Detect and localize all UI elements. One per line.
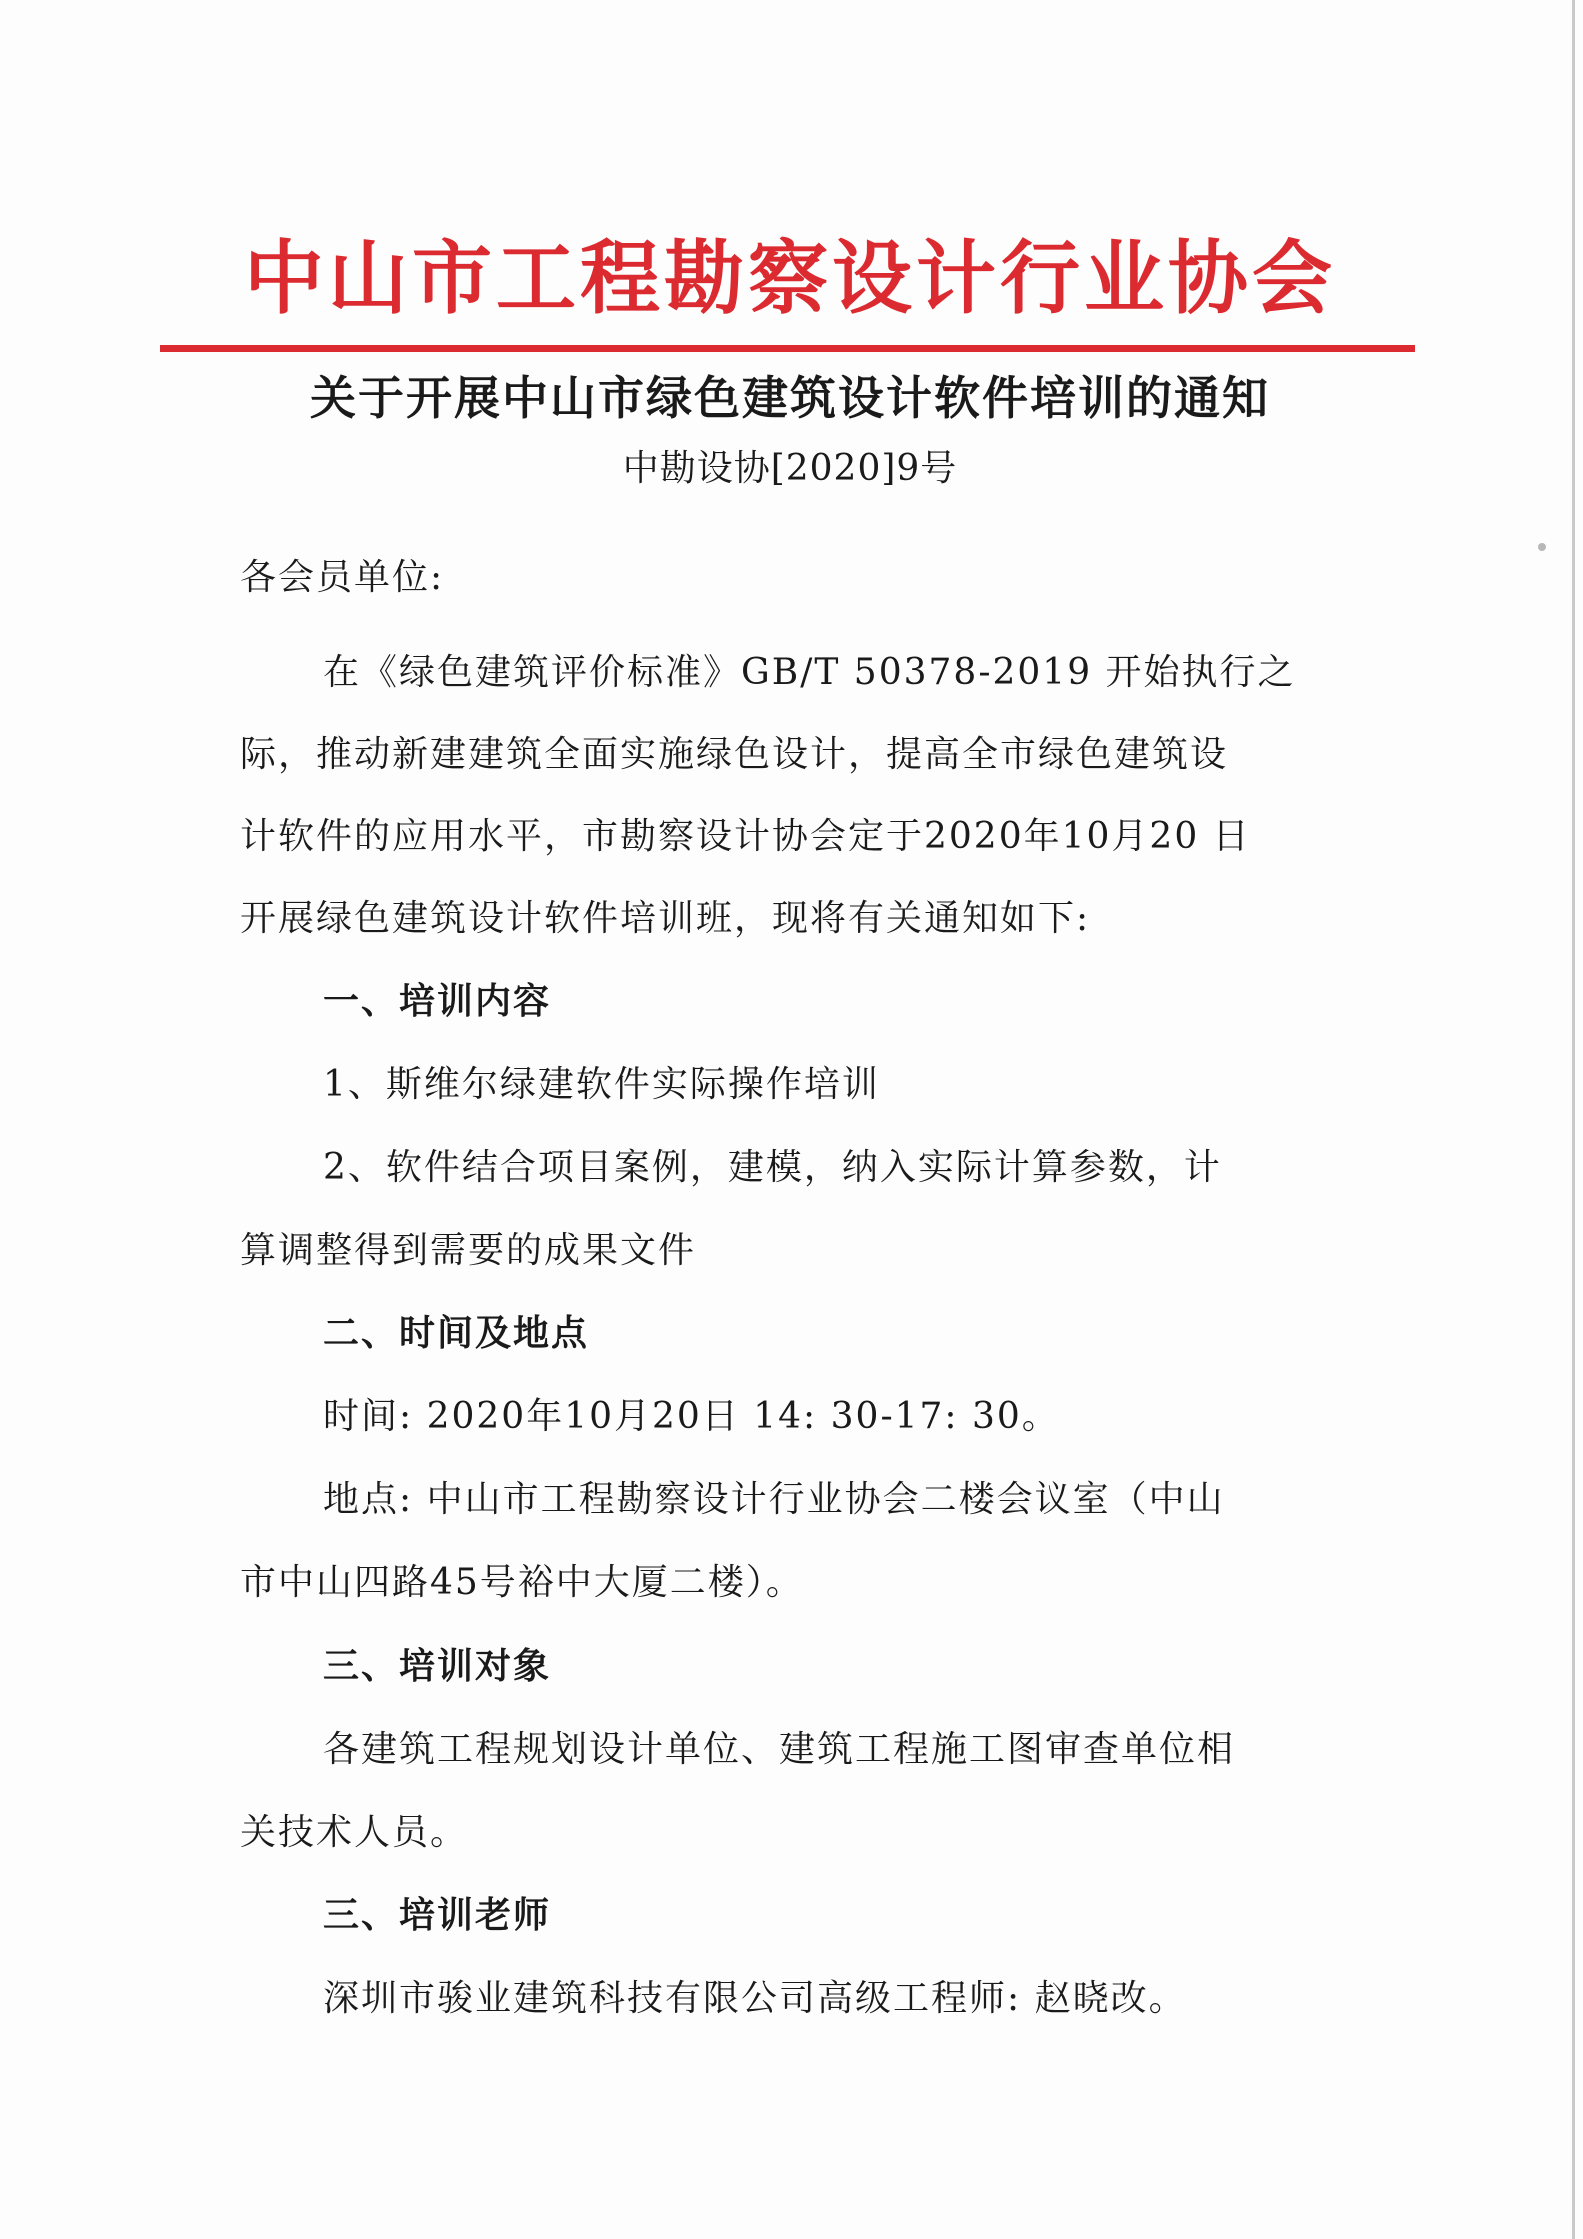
teacher-line: 深圳市骏业建筑科技有限公司高级工程师: 赵晓改。 [323, 1978, 1187, 2019]
intro-line-1: 在《绿色建筑评价标准》GB/T 50378-2019 开始执行之 [323, 652, 1296, 693]
header-red-rule [160, 345, 1415, 352]
intro-line-3: 计软件的应用水平，市勘察设计协会定于2020年10月20 日 [240, 816, 1251, 857]
section-1-item-2-line-2: 算调整得到需要的成果文件 [240, 1230, 697, 1271]
salutation: 各会员单位: [240, 557, 445, 598]
section-1-item-1: 1、斯维尔绿建软件实际操作培训 [323, 1064, 880, 1105]
location-line-2: 市中山四路45号裕中大厦二楼）。 [240, 1562, 804, 1603]
organization-title: 中山市工程勘察设计行业协会 [244, 231, 1336, 325]
section-4-heading: 三、培训老师 [323, 1895, 552, 1936]
section-2-heading: 二、时间及地点 [323, 1313, 590, 1354]
audience-line-1: 各建筑工程规划设计单位、建筑工程施工图审查单位相 [323, 1729, 1236, 1770]
location-line-1: 地点: 中山市工程勘察设计行业协会二楼会议室（中山 [323, 1479, 1225, 1520]
time-line: 时间: 2020年10月20日 14: 30-17: 30。 [323, 1396, 1060, 1437]
intro-line-4: 开展绿色建筑设计软件培训班，现将有关通知如下: [240, 898, 1091, 939]
intro-line-2: 际，推动新建建筑全面实施绿色设计，提高全市绿色建筑设 [240, 734, 1229, 775]
section-1-heading: 一、培训内容 [323, 981, 552, 1022]
document-number: 中勘设协[2020]9号 [622, 448, 958, 489]
audience-line-2: 关技术人员。 [240, 1812, 469, 1853]
document-title: 关于开展中山市绿色建筑设计软件培训的通知 [310, 371, 1270, 425]
section-1-item-2-line-1: 2、软件结合项目案例，建模，纳入实际计算参数，计 [323, 1147, 1222, 1188]
scan-edge [1572, 0, 1575, 2239]
section-3-heading: 三、培训对象 [323, 1646, 552, 1687]
scan-speck [1538, 543, 1546, 551]
